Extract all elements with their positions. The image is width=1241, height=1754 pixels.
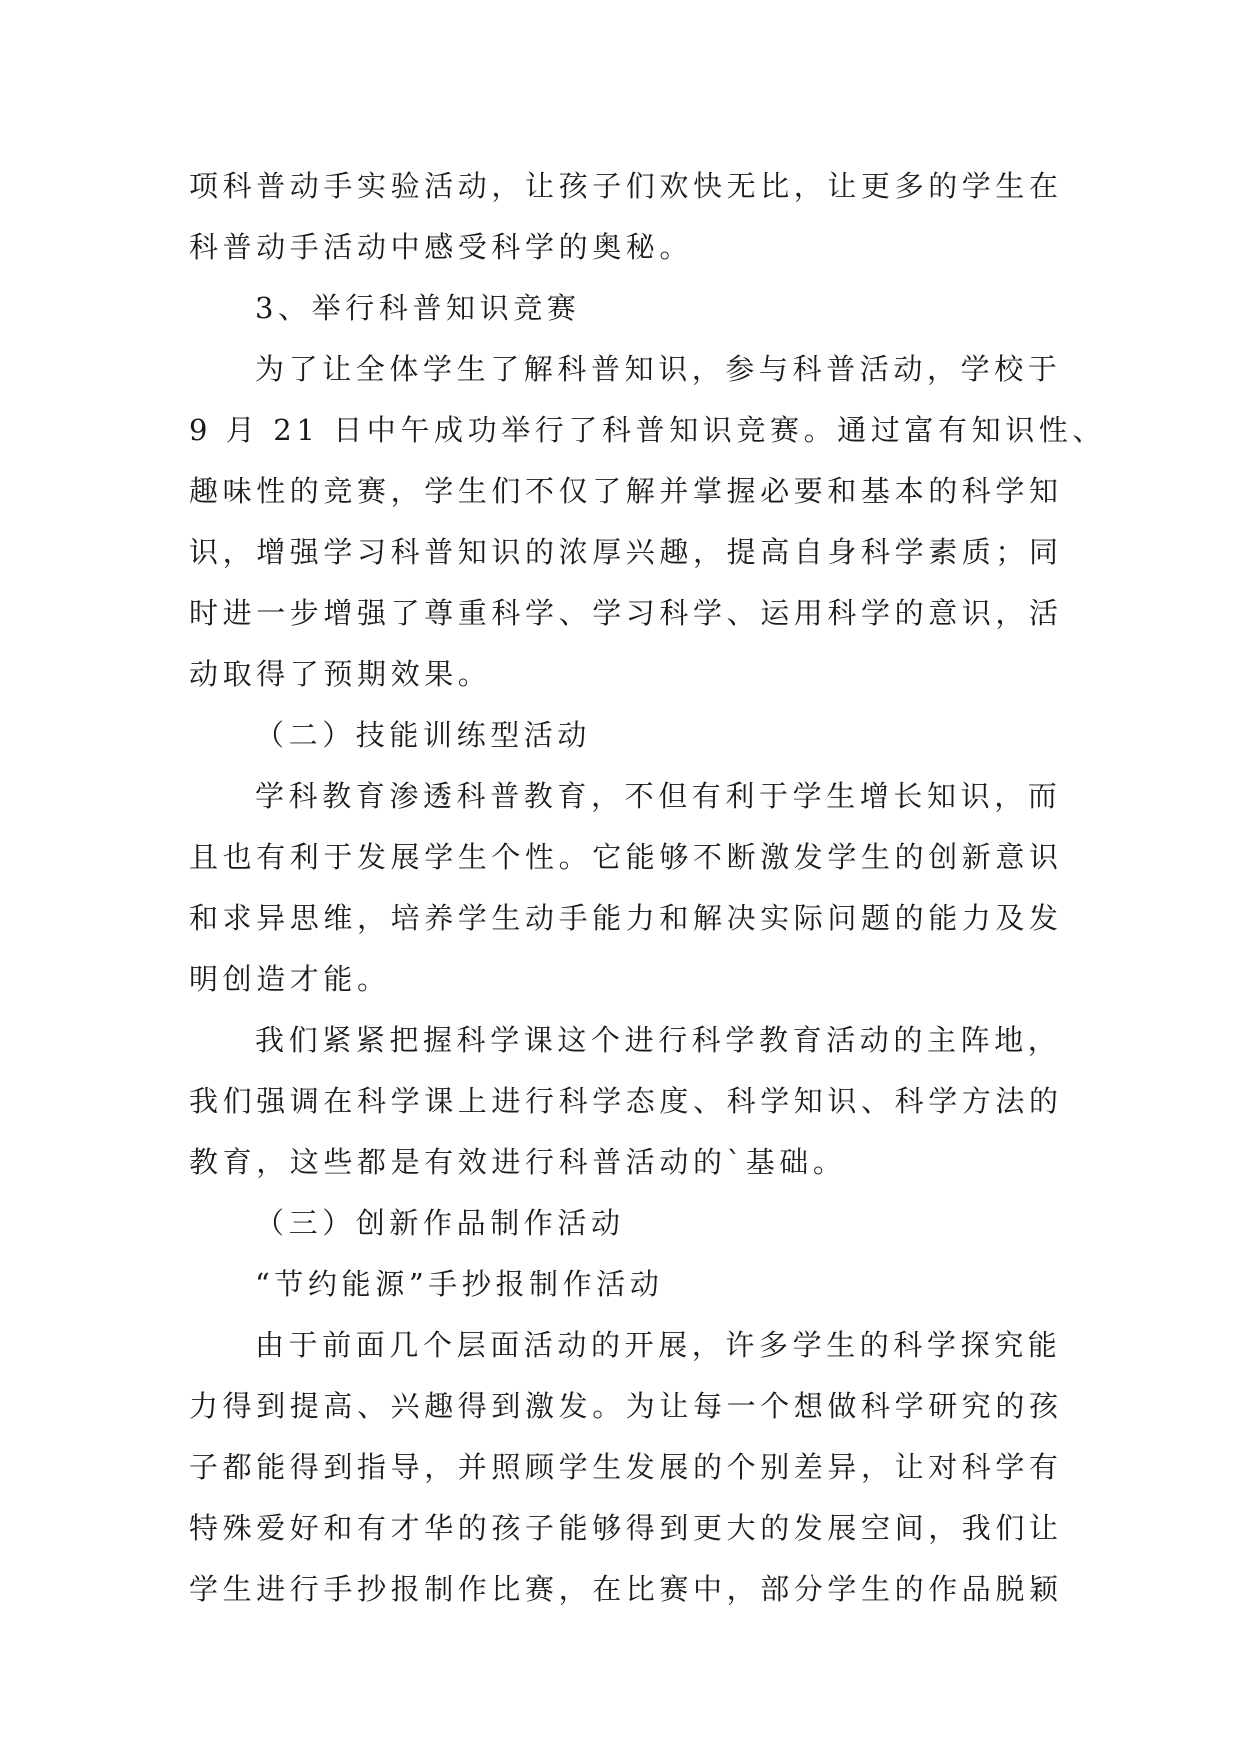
text-line: 特殊爱好和有才华的孩子能够得到更大的发展空间，我们让 — [189, 1511, 1063, 1545]
section-heading: （三）创新作品制作活动 — [255, 1206, 625, 1240]
text-line: 我们强调在科学课上进行科学态度、科学知识、科学方法的 — [189, 1084, 1063, 1118]
document-body — [189, 156, 1107, 1620]
text-line: 科普动手活动中感受科学的奥秘。 — [189, 230, 694, 264]
text-line: 力得到提高、兴趣得到激发。为让每一个想做科学研究的孩 — [189, 1389, 1063, 1423]
subsection-heading: “节约能源”手抄报制作活动 — [255, 1267, 664, 1301]
text-line: 识，增强学习科普知识的浓厚兴趣，提高自身科学素质；同 — [189, 535, 1063, 569]
text-line: 动取得了预期效果。 — [189, 657, 492, 691]
section-heading: 3、举行科普知识竞赛 — [255, 291, 581, 325]
paragraph-first-line: 我们紧紧把握科学课这个进行科学教育活动的主阵地， — [255, 1023, 1062, 1057]
section-heading: （二）技能训练型活动 — [255, 718, 592, 752]
text-line: 9 月 21 日中午成功举行了科普知识竞赛。通过富有知识性、 — [189, 413, 1107, 447]
text-line: 且也有利于发展学生个性。它能够不断激发学生的创新意识 — [189, 840, 1063, 874]
text-line: 和求异思维，培养学生动手能力和解决实际问题的能力及发 — [189, 901, 1063, 935]
text-line: 时进一步增强了尊重科学、学习科学、运用科学的意识，活 — [189, 596, 1063, 630]
paragraph-first-line: 由于前面几个层面活动的开展，许多学生的科学探究能 — [255, 1328, 1062, 1362]
paragraph-first-line: 为了让全体学生了解科普知识，参与科普活动，学校于 — [255, 352, 1062, 386]
paragraph-first-line: 学科教育渗透科普教育，不但有利于学生增长知识，而 — [255, 779, 1062, 813]
text-line: 学生进行手抄报制作比赛，在比赛中，部分学生的作品脱颖 — [189, 1572, 1063, 1606]
text-line: 趣味性的竞赛，学生们不仅了解并掌握必要和基本的科学知 — [189, 474, 1063, 508]
text-line: 项科普动手实验活动，让孩子们欢快无比，让更多的学生在 — [189, 169, 1063, 203]
text-line: 教育，这些都是有效进行科普活动的`基础。 — [189, 1145, 847, 1179]
text-line: 子都能得到指导，并照顾学生发展的个别差异，让对科学有 — [189, 1450, 1063, 1484]
text-line: 明创造才能。 — [189, 962, 391, 996]
